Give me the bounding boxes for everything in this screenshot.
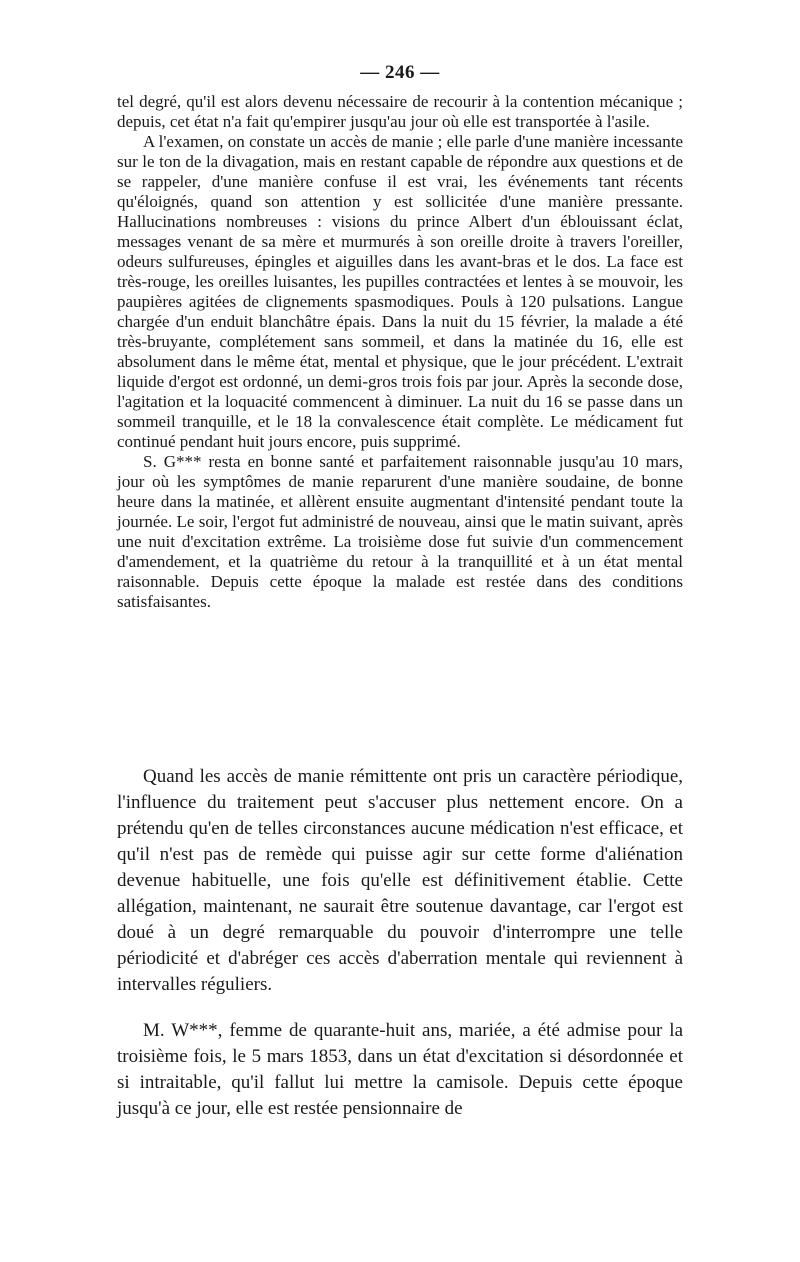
case-w-paragraph: M. W***, femme de quarante-huit ans, mariée, a été admise pour la troisième fois, le 5 mars 1853, dans un état d'excitation si désordonnée et si intraitable, qu'il fallut lui mettre la camisole. Depuis cette époque jusqu'à ce jour, elle est restée pensionnaire de (117, 1020, 683, 1119)
periodic-mania-section (117, 764, 683, 998)
page-number: — 246 — (360, 62, 440, 83)
case-s-relapse-paragraph: S. G*** resta en bonne santé et parfaitement raisonnable jusqu'au 10 mars, jour où les symptômes de manie reparurent d'une manière soudaine, de bonne heure dans la matinée, et allèrent ensuite augmentant d'intensité pendant toute la journée. Le soir, l'ergot fut administré de nouveau, ainsi que le matin suivant, après une nuit d'excitation extrême. La troisième dose fut suivie d'un commencement d'amendement, et la quatrième du retour à la tranquillité et à un état mental raisonnable. Depuis cette époque la malade est restée dans des conditions satisfaisantes. (117, 452, 683, 611)
case-s-section (117, 92, 683, 612)
case-w-section (117, 1018, 683, 1122)
periodic-mania-paragraph: Quand les accès de manie rémittente ont pris un caractère périodique, l'influence du traitement peut s'accuser plus nettement encore. On a prétendu qu'en de telles circonstances aucune médication n'est efficace, et qu'il n'est pas de remède qui puisse agir sur cette forme d'aliénation devenue habituelle, une fois qu'elle est définitivement établie. Cette allégation, maintenant, ne saurait être soutenue davantage, car l'ergot est doué à un degré remarquable du pouvoir d'interrompre une telle périodicité et d'abréger ces accès d'aberration mentale qui reviennent à intervalles réguliers. (117, 766, 683, 995)
case-s-examination-paragraph: A l'examen, on constate un accès de manie ; elle parle d'une manière incessante sur le ton de la divagation, mais en restant capable de répondre aux questions et de se rappeler, d'une manière confuse il est vrai, les événements tant récents qu'éloignés, quand son attention y est sollicitée d'une manière pressante. Hallucinations nombreuses : visions du prince Albert d'un éblouissant éclat, messages venant de sa mère et murmurés à son oreille droite à travers l'oreiller, odeurs sulfureuses, épingles et aiguilles dans les avant-bras et le dos. La face est très-rouge, les oreilles luisantes, les pupilles contractées et lentes à se mouvoir, les paupières agitées de clignements spasmodiques. Pouls à 120 pulsations. Langue chargée d'un enduit blanchâtre épais. Dans la nuit du 15 février, la malade a été très-bruyante, complétement sans sommeil, et dans la matinée du 16, elle est absolument dans le même état, mental et physique, que le jour précédent. L'extrait liquide d'ergot est ordonné, un demi-gros trois fois par jour. Après la seconde dose, l'agitation et la loquacité commencent à diminuer. La nuit du 16 se passe dans un sommeil tranquille, et le 18 la convalescence était complète. Le médicament fut continué pendant huit jours encore, puis supprimé. (117, 132, 683, 451)
case-s-continuation-paragraph: tel degré, qu'il est alors devenu nécessaire de recourir à la contention mécanique ; depuis, cet état n'a fait qu'empirer jusqu'au jour où elle est transportée à l'asile. (117, 92, 683, 131)
